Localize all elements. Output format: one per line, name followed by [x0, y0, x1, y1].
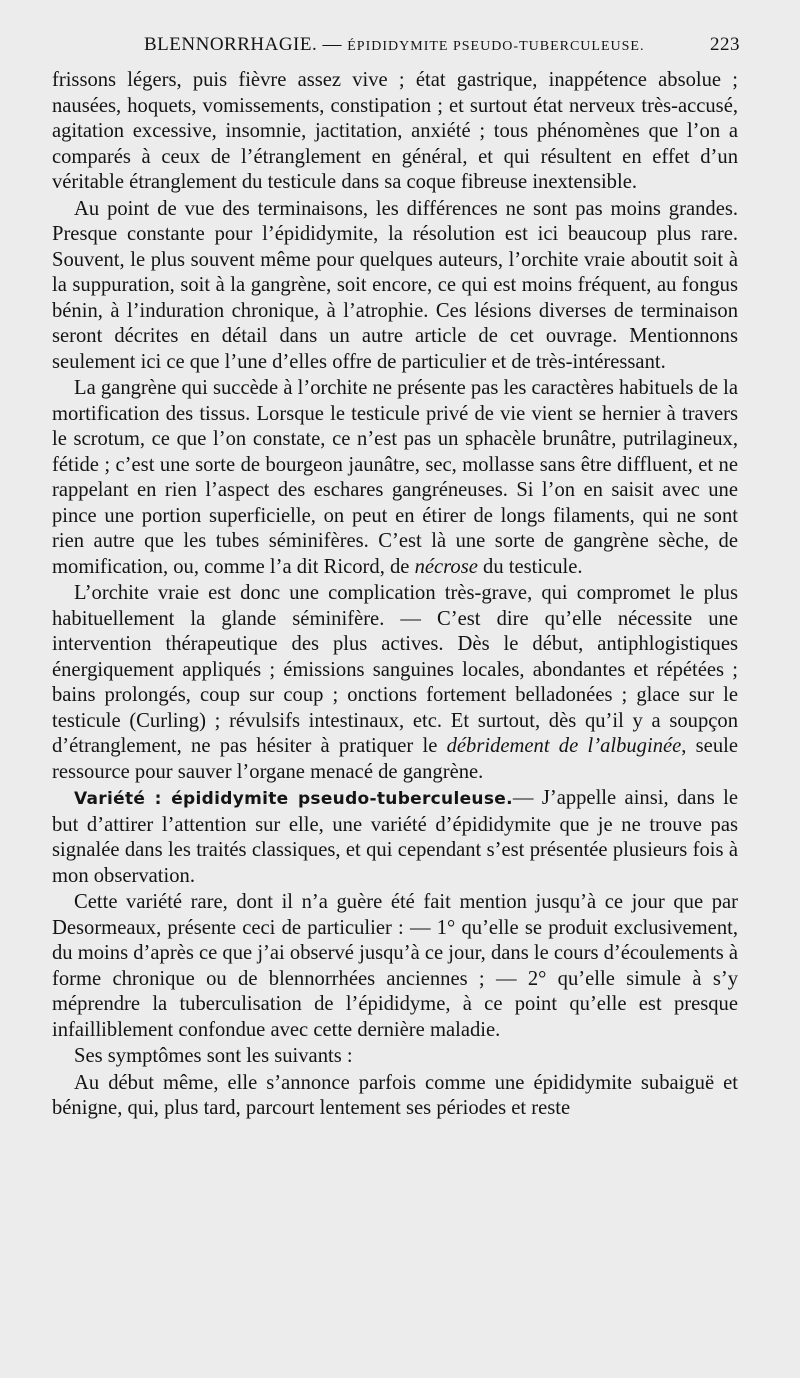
- paragraph-4-italic: débridement de l’albuginée: [446, 735, 682, 757]
- paragraph-4-end: , seule ressource pour sauver l’organe menacé de gangrène.: [52, 735, 738, 783]
- paragraph-2: [52, 197, 738, 376]
- paragraph-1-text: frissons légers, puis fièvre assez vive ; état gastrique, inappétence absolue ; nausées, hoquets, vomissements, constipation ; et surtout état nerveux très-accusé, agitation excessive, insomnie, jactitation, anxiété ; tous phénomènes que l’on a comparés à ceux de l’étranglement en général, et qui résultent en effet d’un véritable étranglement du testicule dans sa coque fibreuse inextensible.: [52, 69, 738, 193]
- section-heading: Variété : épididymite pseudo-tuberculeuse.: [74, 789, 513, 809]
- paragraph-3-end: du testicule.: [483, 555, 583, 578]
- paragraph-4-text: L’orchite vraie est donc une complication très-grave, qui compromet le plus habituellement la glande séminifère. — C’est dire qu’elle nécessite une intervention thérapeutique des plus actives. Dès le début, antiphlogistiques énergiquement appliqués ; émissions sanguines locales, abondantes et répétées ; bains prolongés, coup sur coup ; onctions fortement belladonées ; glace sur le testicule (Curling) ; révulsifs intestinaux, etc. Et surtout, dès qu’il y a soupçon d’étranglement, ne pas hésiter à pratiquer le: [52, 582, 738, 757]
- running-header: [52, 34, 740, 64]
- running-title-main: BLENNORRHAGIE.: [144, 34, 318, 55]
- paragraph-1: [52, 68, 738, 196]
- running-title-subtitle: ÉPIDIDYMITE PSEUDO-TUBERCULEUSE.: [347, 39, 645, 54]
- body-text: [52, 68, 738, 1123]
- paragraph-8-text: Au début même, elle s’annonce parfois comme une épididymite subaiguë et bénigne, qui, plus tard, parcourt lentement ses périodes et reste: [52, 1071, 738, 1119]
- paragraph-4: [52, 581, 738, 785]
- running-title-dash: —: [322, 34, 342, 55]
- running-title: [144, 34, 644, 56]
- paragraph-7-text: Ses symptômes sont les suivants :: [74, 1045, 353, 1067]
- paragraph-3: [52, 376, 738, 580]
- paragraph-3-text: La gangrène qui succède à l’orchite ne présente pas les caractères habituels de la mortification des tissus. Lorsque le testicule privé de vie vient se hernier à travers le scrotum, ce que l’on constate, ce n’est pas un sphacèle brunâtre, putrilagineux, fétide ; c’est une sorte de bourgeon jaunâtre, sec, mollasse sans être diffluent, et ne rappelant en rien l’aspect des eschares gangréneuses. Si l’on en saisit avec une pince une portion superficielle, on peut en étirer de longs filaments, qui ne sont rien autre que les tubes séminifères. C’est là une sorte de gangrène sèche, de momification, ou, comme l’a dit Ricord, de: [52, 377, 738, 578]
- page-number: 223: [710, 34, 740, 55]
- paragraph-6-text: Cette variété rare, dont il n’a guère été fait mention jusqu’à ce jour que par Desormeaux, présente ceci de particulier : — 1° qu’elle se produit exclusivement, du moins d’après ce que j’ai observé jusqu’à ce jour, dans le cours d’écoulements à forme chronique ou de blennorrhées anciennes ; — 2° qu’elle simule à s’y méprendre la tuberculisation de l’épididyme, à ce point qu’elle est presque infailliblement confondue avec cette dernière maladie.: [52, 891, 738, 1041]
- paragraph-8: [52, 1071, 738, 1122]
- paragraph-5-text: — J’appelle ainsi, dans le but d’attirer l’attention sur elle, une variété d’épididymite que je ne trouve pas signalée dans les traités classiques, et qui cependant s’est présentée plusieurs fois à mon observation.: [52, 787, 738, 887]
- paragraph-3-italic: nécrose: [414, 555, 478, 578]
- paragraph-7: [52, 1044, 738, 1070]
- paragraph-6: [52, 890, 738, 1043]
- paragraph-5: [52, 786, 738, 889]
- paragraph-2-text: Au point de vue des terminaisons, les différences ne sont pas moins grandes. Presque constante pour l’épididymite, la résolution est ici beaucoup plus rare. Souvent, le plus souvent même pour quelques auteurs, l’orchite vraie aboutit soit à la suppuration, soit à la gangrène, soit encore, ce qui est moins fréquent, au fongus bénin, à l’induration chronique, à l’atrophie. Ces lésions diverses de terminaison seront décrites en détail dans un autre article de cet ouvrage. Mentionnons seulement ici ce que l’une d’elles offre de particulier et de très-intéressant.: [52, 197, 738, 373]
